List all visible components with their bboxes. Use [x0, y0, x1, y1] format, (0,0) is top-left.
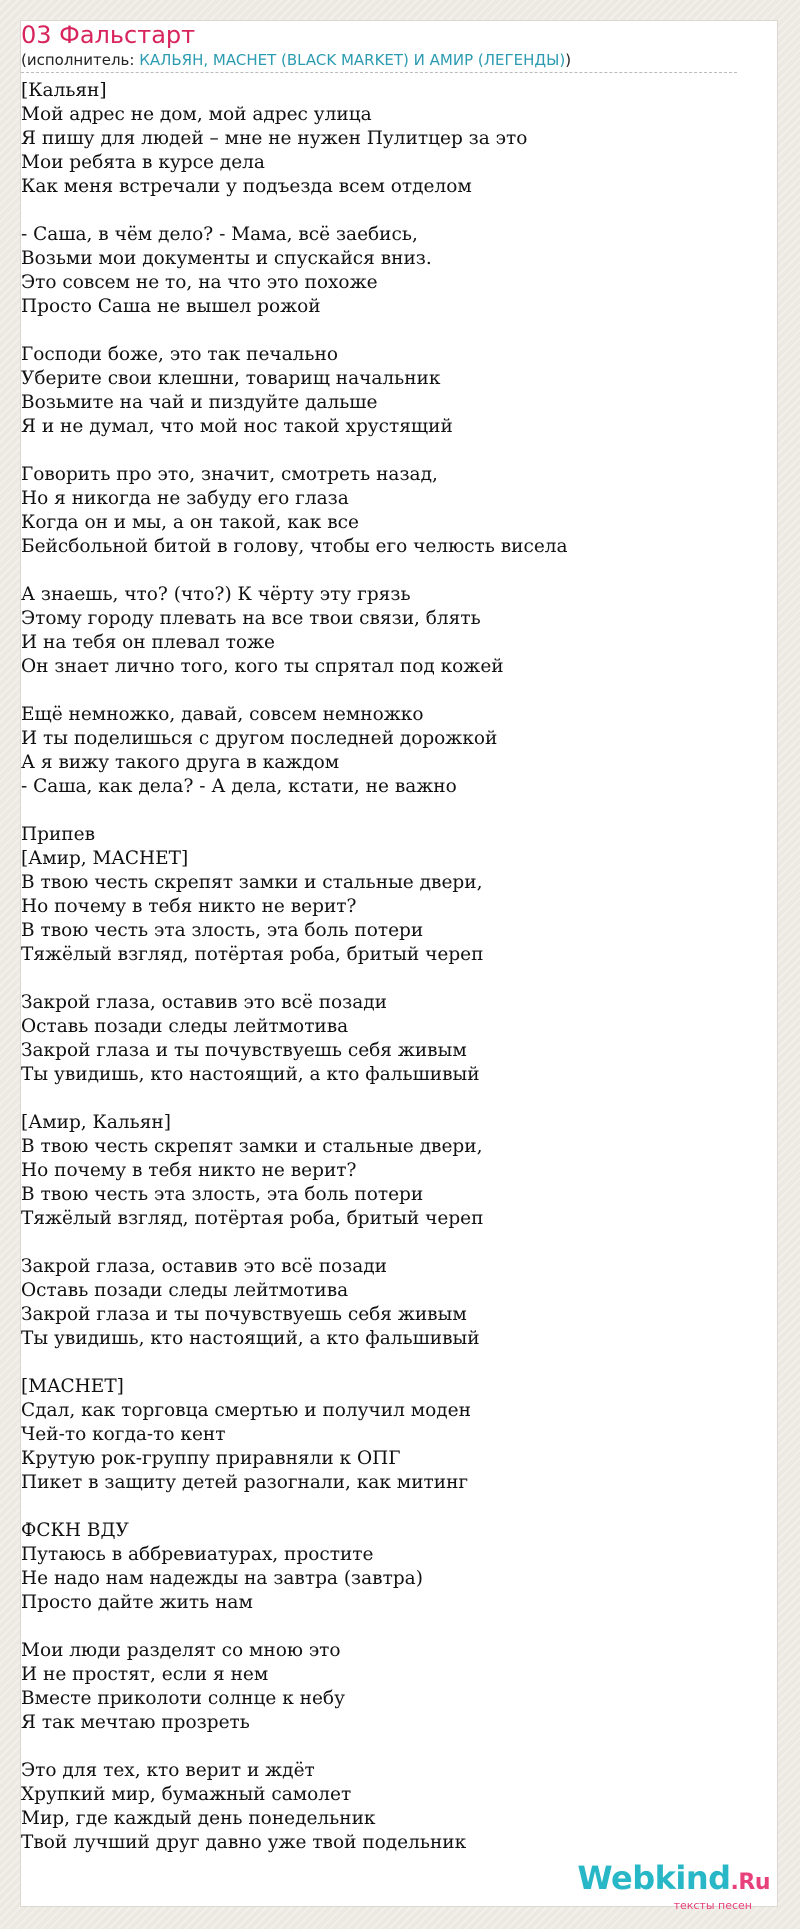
lyrics-line: Припев [21, 824, 95, 845]
lyrics-stanza [21, 1639, 737, 1735]
lyrics-line: Тяжёлый взгляд, потёртая роба, бритый череп [21, 944, 484, 965]
lyrics-stanza [21, 223, 737, 319]
lyrics-line: Ты увидишь, кто настоящий, а кто фальшивый [21, 1328, 480, 1349]
lyrics-line: ФСКН ВДУ [21, 1520, 129, 1541]
lyrics-line: А знаешь, что? (что?) К чёрту эту грязь [21, 584, 411, 605]
lyrics-line: Когда он и мы, а он такой, как все [21, 512, 359, 533]
lyrics-body [21, 79, 737, 1879]
lyrics-line: Мои ребята в курсе дела [21, 152, 265, 173]
lyrics-line: Закрой глаза и ты почувствуешь себя живым [21, 1304, 467, 1325]
lyrics-line: Просто дайте жить нам [21, 1592, 253, 1613]
lyrics-line: Но я никогда не забуду его глаза [21, 488, 349, 509]
lyrics-line: Твой лучший друг давно уже твой подельник [21, 1832, 467, 1853]
lyrics-stanza [21, 1111, 737, 1231]
lyrics-line: Как меня встречали у подъезда всем отделом [21, 176, 472, 197]
lyrics-line: И ты поделишься с другом последней дорожкой [21, 728, 498, 749]
lyrics-line: Путаюсь в аббревиатурах, простите [21, 1544, 374, 1565]
lyrics-line: В твою честь эта злость, эта боль потери [21, 1184, 424, 1205]
artist-link[interactable]: КАЛЬЯН, MACHET (BLACK MARKET) И АМИР (ЛЕГЕНДЫ) [139, 51, 566, 69]
lyrics-line: Крутую рок-группу приравняли к ОПГ [21, 1448, 401, 1469]
lyrics-stanza [21, 463, 737, 559]
lyrics-line: Ты увидишь, кто настоящий, а кто фальшивый [21, 1064, 480, 1085]
lyrics-line: Закрой глаза, оставив это всё позади [21, 1256, 387, 1277]
lyrics-line: Мир, где каждый день понедельник [21, 1808, 376, 1829]
lyrics-line: Я и не думал, что мой нос такой хрустящий [21, 416, 453, 437]
site-logo[interactable] [560, 1859, 770, 1912]
lyrics-line: И не простят, если я нем [21, 1664, 269, 1685]
song-header [21, 20, 737, 73]
lyrics-stanza [21, 79, 737, 199]
lyrics-line: Я так мечтаю прозреть [21, 1712, 250, 1733]
lyrics-line: Чей-то когда-то кент [21, 1424, 226, 1445]
lyrics-stanza [21, 343, 737, 439]
lyrics-line: Пикет в защиту детей разогнали, как митинг [21, 1472, 469, 1493]
lyrics-stanza [21, 583, 737, 679]
lyrics-stanza [21, 1519, 737, 1615]
lyrics-line: Мои люди разделят со мною это [21, 1640, 341, 1661]
logo-tagline: тексты песен [673, 1899, 752, 1912]
lyrics-line: Оставь позади следы лейтмотива [21, 1280, 349, 1301]
lyrics-line: В твою честь скрепят замки и стальные двери, [21, 1136, 483, 1157]
lyrics-line: Хрупкий мир, бумажный самолет [21, 1784, 352, 1805]
lyrics-line: [Амир, Кальян] [21, 1112, 171, 1133]
lyrics-line: А я вижу такого друга в каждом [21, 752, 340, 773]
lyrics-line: Бейсбольной битой в голову, чтобы его челюсть висела [21, 536, 568, 557]
lyrics-line: [Кальян] [21, 80, 107, 101]
lyrics-line: Возьми мои документы и спускайся вниз. [21, 248, 432, 269]
lyrics-line: - Саша, в чём дело? - Мама, всё заебись, [21, 224, 418, 245]
logo-wordmark: Webkind [577, 1859, 731, 1897]
lyrics-line: Но почему в тебя никто не верит? [21, 1160, 357, 1181]
lyrics-line: Сдал, как торговца смертью и получил моден [21, 1400, 471, 1421]
lyrics-line: Закрой глаза, оставив это всё позади [21, 992, 387, 1013]
song-title: 03 Фальстарт [21, 21, 196, 49]
lyrics-stanza [21, 1255, 737, 1351]
lyrics-line: Ещё немножко, давай, совсем немножко [21, 704, 424, 725]
lyrics-line: Просто Саша не вышел рожой [21, 296, 321, 317]
lyrics-line: Но почему в тебя никто не верит? [21, 896, 357, 917]
lyrics-stanza [21, 703, 737, 799]
lyrics-line: Говорить про это, значит, смотреть назад, [21, 464, 438, 485]
lyrics-line: Не надо нам надежды на завтра (завтра) [21, 1568, 423, 1589]
lyrics-line: В твою честь эта злость, эта боль потери [21, 920, 424, 941]
lyrics-line: [MACHET] [21, 1376, 124, 1397]
lyrics-line: Закрой глаза и ты почувствуешь себя живым [21, 1040, 467, 1061]
lyrics-line: Я пишу для людей – мне не нужен Пулитцер за это [21, 128, 528, 149]
lyrics-line: Оставь позади следы лейтмотива [21, 1016, 349, 1037]
lyrics-line: [Амир, MACHET] [21, 848, 189, 869]
lyrics-line: В твою честь скрепят замки и стальные двери, [21, 872, 483, 893]
lyrics-line: - Саша, как дела? - А дела, кстати, не важно [21, 776, 457, 797]
lyrics-line: Это совсем не то, на что это похоже [21, 272, 378, 293]
lyrics-stanza [21, 1759, 737, 1855]
lyrics-line: Возьмите на чай и пиздуйте дальше [21, 392, 378, 413]
lyrics-line: Вместе приколоти солнце к небу [21, 1688, 345, 1709]
lyrics-stanza [21, 823, 737, 967]
performer-line [21, 50, 737, 73]
lyrics-line: Это для тех, кто верит и ждёт [21, 1760, 315, 1781]
lyrics-line: И на тебя он плевал тоже [21, 632, 275, 653]
performer-suffix: ) [565, 51, 572, 69]
lyrics-line: Мой адрес не дом, мой адрес улица [21, 104, 372, 125]
lyrics-stanza [21, 1375, 737, 1495]
logo-domain: .Ru [730, 1870, 770, 1895]
lyrics-line: Господи боже, это так печально [21, 344, 338, 365]
lyrics-line: Тяжёлый взгляд, потёртая роба, бритый череп [21, 1208, 484, 1229]
lyrics-line: Этому городу плевать на все твои связи, блять [21, 608, 481, 629]
lyrics-line: Уберите свои клешни, товарищ начальник [21, 368, 441, 389]
performer-prefix: (исполнитель: [21, 51, 140, 69]
lyrics-stanza [21, 991, 737, 1087]
lyrics-line: Он знает лично того, кого ты спрятал под кожей [21, 656, 504, 677]
